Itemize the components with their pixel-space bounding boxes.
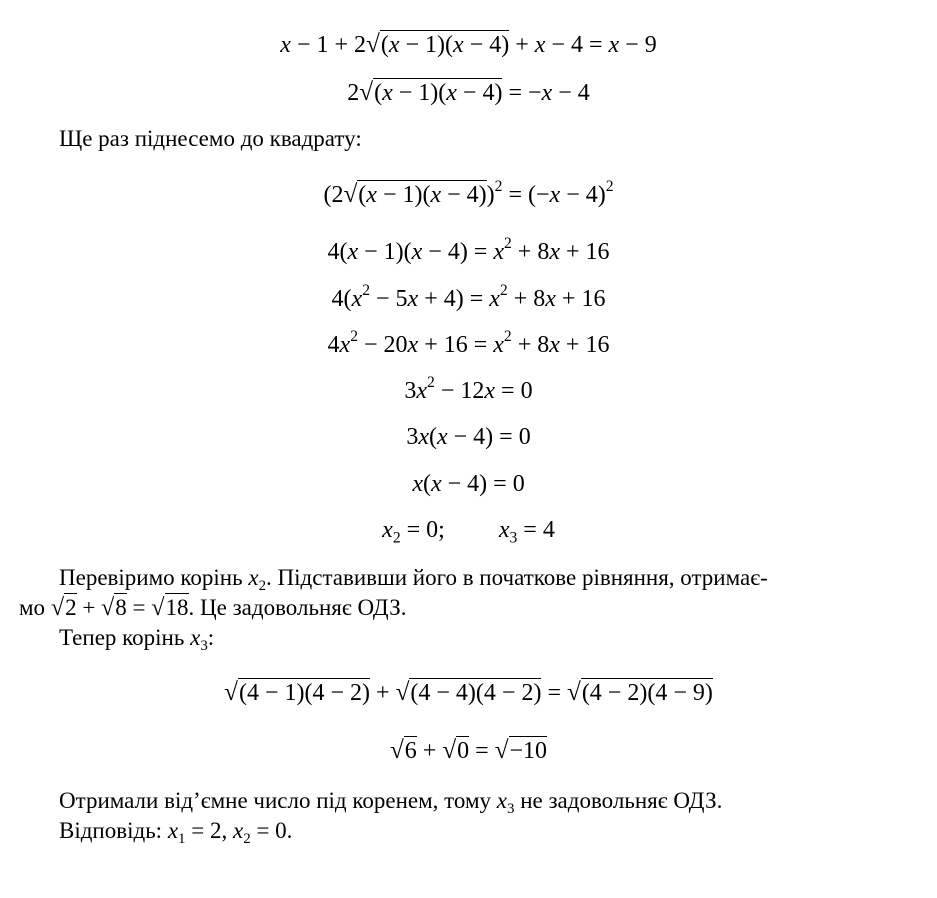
text-check-x2-start: Перевіримо корінь — [59, 565, 243, 590]
equation-1: x − 1 + 2√(x − 1)(x − 4) + x − 4 = x − 9 — [280, 31, 657, 58]
text-negative-end: не задовольняє ОДЗ. — [520, 788, 723, 813]
equation-5: $4(x^2 - 5x + 4) = x^2 + 8x + 16$ — [331, 282, 606, 312]
text-check-x2-mid: . Підставивши його в початкове рівняння, отримає- — [266, 565, 768, 590]
text-colon: : — [207, 625, 215, 650]
equation-4: $4(x - 1)(x - 4) = x^2 + 8x + 16$ — [327, 235, 610, 265]
text-now-root-x3: Тепер корінь $x_3$: — [59, 625, 215, 655]
equation-10: $x_2 = 0$; $x_3 = 4$ — [382, 517, 555, 547]
text-check-x2-line1: Перевіримо корінь $x_2$. Підставивши його в початкове рівняння, отримає- — [59, 565, 768, 595]
text-square-again: Ще раз піднесемо до квадрату: — [59, 126, 362, 151]
equation-8: 3x(x − 4) = 0 — [406, 424, 531, 450]
equation-11: √(4 − 1)(4 − 2) + √(4 − 4)(4 − 2) = √(4 − 2)(4 − 9) — [224, 679, 713, 706]
equation-9: x(x − 4) = 0 — [412, 471, 525, 497]
text-negative-start: Отримали від’ємне число під коренем, тому — [59, 788, 492, 813]
text-negative-under-root: Отримали від’ємне число під коренем, тому $x_3$ не задовольняє ОДЗ. — [59, 788, 723, 818]
text-now-root-label: Тепер корінь — [59, 625, 185, 650]
equation-2: 2√(x − 1)(x − 4) = −x − 4 — [347, 79, 590, 106]
equation-3: $(2√(x - 1)(x - 4))^2 = (-x - 4)^2$ — [323, 178, 614, 208]
text-answer: Відповідь: $x_1 = 2$, $x_2 = 0$. — [59, 818, 293, 848]
equation-12: √6 + √0 = √−10 — [389, 737, 548, 764]
text-check-x2-line2: мо √2 + √8 = √18. Це задовольняє ОДЗ. — [19, 594, 407, 621]
text-check-x2-end: . Це задовольняє ОДЗ. — [188, 595, 407, 620]
text-check-x2-cont: мо — [19, 595, 46, 620]
answer-label: Відповідь: — [59, 818, 163, 843]
equation-7: $3x^2 - 12x = 0$ — [404, 374, 533, 404]
equation-6: $4x^2 - 20x + 16 = x^2 + 8x + 16$ — [327, 328, 610, 358]
